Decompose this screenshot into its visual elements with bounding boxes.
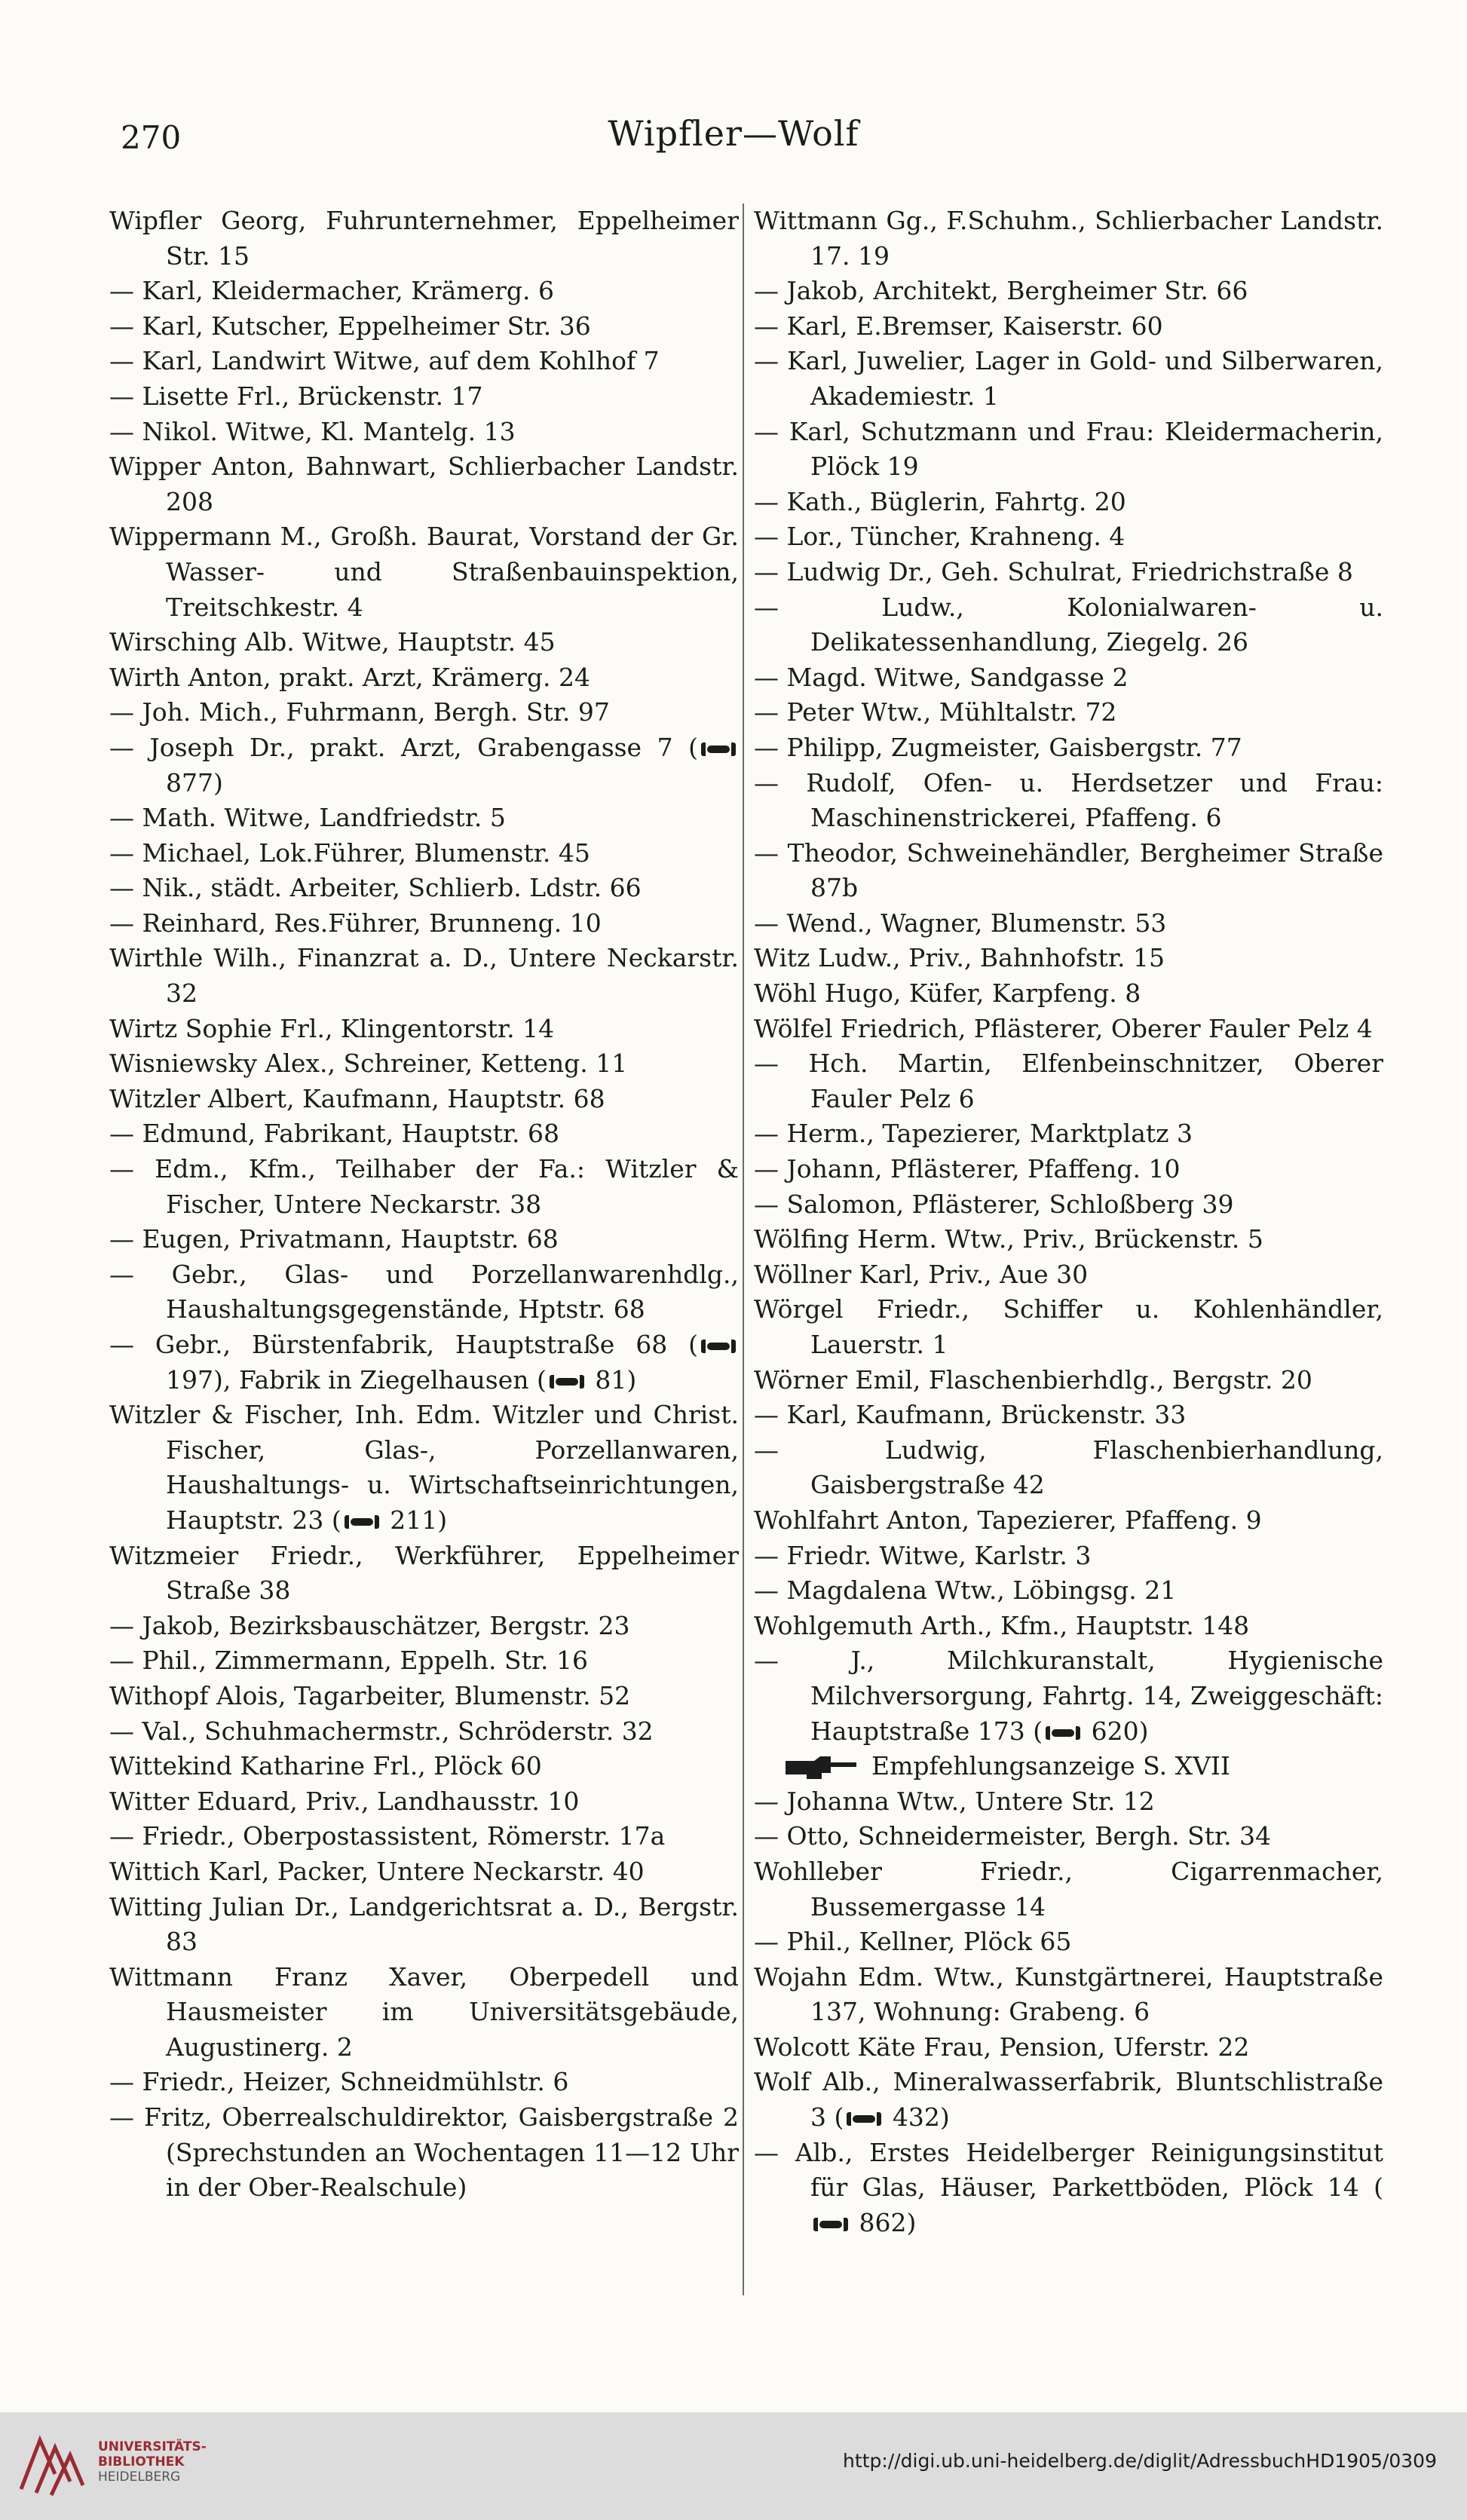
directory-entry: — Johann, Pflästerer, Pfaffeng. 10: [754, 1154, 1181, 1184]
directory-entry: — Edmund, Fabrikant, Hauptstr. 68: [109, 1119, 559, 1149]
directory-entry: Wirtz Sophie Frl., Klingentorstr. 14: [109, 1013, 555, 1043]
directory-entry: Wolf Alb., Mineralwasserfabrik, Bluntschlistraße 3 ( 432): [754, 2067, 1383, 2133]
directory-entry: Witz Ludw., Priv., Bahnhofstr. 15: [754, 943, 1165, 973]
directory-entry: — Edm., Kfm., Teilhaber der Fa.: Witzler & Fischer, Untere Neckarstr. 38: [109, 1154, 739, 1219]
column-divider: [743, 204, 744, 2295]
directory-entry: — Wend., Wagner, Blumenstr. 53: [754, 908, 1167, 938]
directory-entry: — Val., Schuhmachermstr., Schröderstr. 32: [109, 1716, 654, 1746]
directory-entry: Wojahn Edm. Wtw., Kunstgärtnerei, Hauptstraße 137, Wohnung: Grabeng. 6: [754, 1961, 1383, 2027]
directory-entry: — Reinhard, Res.Führer, Brunneng. 10: [109, 908, 602, 938]
logo-line-3: HEIDELBERG: [98, 2469, 181, 2485]
directory-entry: Wohlgemuth Arth., Kfm., Hauptstr. 148: [754, 1610, 1250, 1640]
pointing-hand-icon: [784, 1755, 859, 1781]
directory-entry: — Fritz, Oberrealschuldirektor, Gaisbergstraße 2 (Sprechstunden an Wochentagen 11—12 Uhr in der Ober-Realschule): [109, 2102, 739, 2203]
directory-entry: — Hch. Martin, Elfenbeinschnitzer, Oberer Fauler Pelz 6: [754, 1049, 1383, 1113]
logo-line-1: UNIVERSITÄTS-: [98, 2439, 207, 2454]
directory-entry: — Kath., Büglerin, Fahrtg. 20: [754, 486, 1126, 516]
running-head: Wipfler—Wolf: [608, 113, 859, 154]
directory-entry: Wittmann Franz Xaver, Oberpedell und Hausmeister im Universitätsgebäude, Augustinerg. 2: [109, 1961, 739, 2062]
telephone-icon: [550, 1375, 584, 1389]
telephone-icon: [1046, 1726, 1080, 1740]
directory-entry: Wirth Anton, prakt. Arzt, Krämerg. 24: [109, 662, 590, 692]
right-column: [754, 204, 1383, 2240]
directory-entry: Wörgel Friedr., Schiffer u. Kohlenhändler, Lauerstr. 1: [754, 1294, 1383, 1359]
directory-entry: — Karl, Schutzmann und Frau: Kleidermacherin, Plöck 19: [754, 416, 1383, 482]
directory-entry: Wittich Karl, Packer, Untere Neckarstr. 40: [109, 1856, 645, 1886]
directory-entry: Empfehlungsanzeige S. XVII: [754, 1749, 1383, 1784]
directory-entry: — Philipp, Zugmeister, Gaisbergstr. 77: [754, 732, 1242, 762]
directory-entry: — Lor., Tüncher, Krahneng. 4: [754, 522, 1126, 552]
page-number: 270: [121, 119, 182, 156]
telephone-icon: [701, 743, 736, 756]
directory-entry: Wisniewsky Alex., Schreiner, Ketteng. 11: [109, 1049, 628, 1079]
directory-entry: — Magd. Witwe, Sandgasse 2: [754, 662, 1129, 692]
directory-entry: — Magdalena Wtw., Löbingsg. 21: [754, 1575, 1177, 1606]
directory-entry: Wittekind Katharine Frl., Plöck 60: [109, 1751, 542, 1781]
directory-entry: — Karl, Kleidermacher, Krämerg. 6: [109, 276, 555, 306]
directory-entry: — Karl, Landwirt Witwe, auf dem Kohlhof 7: [109, 346, 660, 376]
directory-entry: — Jakob, Bezirksbauschätzer, Bergstr. 23: [109, 1610, 630, 1640]
directory-entry: Wölfing Herm. Wtw., Priv., Brückenstr. 5: [754, 1224, 1263, 1254]
directory-entry: Wirsching Alb. Witwe, Hauptstr. 45: [109, 627, 556, 657]
directory-entry: — Rudolf, Ofen- u. Herdsetzer und Frau: Maschinenstrickerei, Pfaffeng. 6: [754, 767, 1383, 833]
directory-entry: — Phil., Kellner, Plöck 65: [754, 1927, 1072, 1957]
telephone-icon: [847, 2112, 881, 2126]
directory-entry: — Peter Wtw., Mühltalstr. 72: [754, 697, 1117, 727]
telephone-icon: [701, 1340, 736, 1353]
directory-entry: — Friedr. Witwe, Karlstr. 3: [754, 1540, 1092, 1570]
directory-entry: Witzmeier Friedr., Werkführer, Eppelheimer Straße 38: [109, 1540, 739, 1606]
telephone-icon: [813, 2218, 848, 2231]
directory-entry: Wohlfahrt Anton, Tapezierer, Pfaffeng. 9: [754, 1505, 1262, 1535]
directory-entry: — Phil., Zimmermann, Eppelh. Str. 16: [109, 1646, 588, 1676]
directory-entry: Witting Julian Dr., Landgerichtsrat a. D., Bergstr. 83: [109, 1891, 739, 1957]
directory-entry: — Karl, Juwelier, Lager in Gold- und Silberwaren, Akademiestr. 1: [754, 346, 1383, 411]
directory-entry: — Herm., Tapezierer, Marktplatz 3: [754, 1119, 1193, 1149]
directory-entry: — Karl, Kaufmann, Brückenstr. 33: [754, 1400, 1187, 1430]
directory-entry: — Friedr., Oberpostassistent, Römerstr. 17a: [109, 1821, 666, 1851]
directory-entry: Witzler & Fischer, Inh. Edm. Witzler und Christ. Fischer, Glas-, Porzellanwaren, Haushaltungs- u. Wirtschaftseinrichtungen, Hauptstr. 23 ( 211): [109, 1400, 739, 1535]
directory-entry: Wirthle Wilh., Finanzrat a. D., Untere Neckarstr. 32: [109, 943, 739, 1009]
directory-entry: Wolcott Käte Frau, Pension, Uferstr. 22: [754, 2032, 1250, 2062]
directory-entry: Wöhl Hugo, Küfer, Karpfeng. 8: [754, 978, 1141, 1009]
directory-entry: Witzler Albert, Kaufmann, Hauptstr. 68: [109, 1083, 605, 1113]
directory-entry: — Gebr., Glas- und Porzellanwarenhdlg., Haushaltungsgegenstände, Hptstr. 68: [109, 1259, 739, 1324]
directory-entry: Witter Eduard, Priv., Landhausstr. 10: [109, 1786, 580, 1816]
directory-entry: — Karl, E.Bremser, Kaiserstr. 60: [754, 311, 1163, 341]
directory-entry: — Lisette Frl., Brückenstr. 17: [109, 381, 483, 411]
directory-entry: Wöllner Karl, Priv., Aue 30: [754, 1259, 1089, 1289]
directory-entry: Wohlleber Friedr., Cigarrenmacher, Bussemergasse 14: [754, 1856, 1383, 1921]
directory-entry: — Ludwig Dr., Geh. Schulrat, Friedrichstraße 8: [754, 556, 1353, 586]
telephone-icon: [345, 1515, 379, 1529]
library-logo-text: [98, 2439, 207, 2485]
logo-line-2: BIBLIOTHEK: [98, 2454, 185, 2469]
directory-entry: — Ludwig, Flaschenbierhandlung, Gaisbergstraße 42: [754, 1435, 1383, 1500]
directory-entry: Wölfel Friedrich, Pflästerer, Oberer Fauler Pelz 4: [754, 1013, 1373, 1043]
directory-entry: — Johanna Wtw., Untere Str. 12: [754, 1786, 1155, 1816]
directory-entry: Wippermann M., Großh. Baurat, Vorstand der Gr. Wasser- und Straßenbauinspektion, Treitschkestr. 4: [109, 522, 739, 622]
directory-entry: — Eugen, Privatmann, Hauptstr. 68: [109, 1224, 559, 1254]
directory-entry: — Joseph Dr., prakt. Arzt, Grabengasse 7 ( 877): [109, 730, 739, 801]
directory-entry: Withopf Alois, Tagarbeiter, Blumenstr. 52: [109, 1680, 631, 1710]
directory-entry: — Jakob, Architekt, Bergheimer Str. 66: [754, 276, 1248, 306]
directory-entry: — Math. Witwe, Landfriedstr. 5: [109, 803, 506, 833]
directory-entry: — Ludw., Kolonialwaren- u. Delikatessenhandlung, Ziegelg. 26: [754, 592, 1383, 657]
directory-entry: — Friedr., Heizer, Schneidmühlstr. 6: [109, 2067, 569, 2097]
directory-entry: — J., Milchkuranstalt, Hygienische Milchversorgung, Fahrtg. 14, Zweiggeschäft: Hauptstraße 173 ( 620): [754, 1646, 1383, 1746]
left-column: [109, 204, 739, 2206]
directory-entry: Wörner Emil, Flaschenbierhdlg., Bergstr. 20: [754, 1364, 1312, 1395]
directory-entry: Wipper Anton, Bahnwart, Schlierbacher Landstr. 208: [109, 452, 739, 516]
directory-entry: — Karl, Kutscher, Eppelheimer Str. 36: [109, 311, 591, 341]
directory-entry: — Salomon, Pflästerer, Schloßberg 39: [754, 1189, 1234, 1219]
directory-entry: — Gebr., Bürstenfabrik, Hauptstraße 68 ( 197), Fabrik in Ziegelhausen ( 81): [109, 1327, 739, 1398]
source-url[interactable]: http://digi.ub.uni-heidelberg.de/diglit/AdressbuchHD1905/0309: [843, 2450, 1437, 2472]
library-logo-icon: [14, 2429, 89, 2501]
directory-entry: — Michael, Lok.Führer, Blumenstr. 45: [109, 837, 590, 868]
directory-entry: — Theodor, Schweinehändler, Bergheimer Straße 87b: [754, 837, 1383, 903]
directory-entry: — Nikol. Witwe, Kl. Mantelg. 13: [109, 416, 516, 446]
directory-entry: Wipfler Georg, Fuhrunternehmer, Eppelheimer Str. 15: [109, 206, 739, 271]
directory-entry: — Alb., Erstes Heidelberger Reinigungsinstitut für Glas, Häuser, Parkettböden, Plöck 14 ( 862): [754, 2137, 1383, 2237]
directory-entry: — Joh. Mich., Fuhrmann, Bergh. Str. 97: [109, 697, 610, 727]
directory-entry: Wittmann Gg., F.Schuhm., Schlierbacher Landstr. 17. 19: [754, 206, 1383, 271]
directory-entry: — Nik., städt. Arbeiter, Schlierb. Ldstr. 66: [109, 873, 642, 903]
directory-entry: — Otto, Schneidermeister, Bergh. Str. 34: [754, 1821, 1272, 1851]
